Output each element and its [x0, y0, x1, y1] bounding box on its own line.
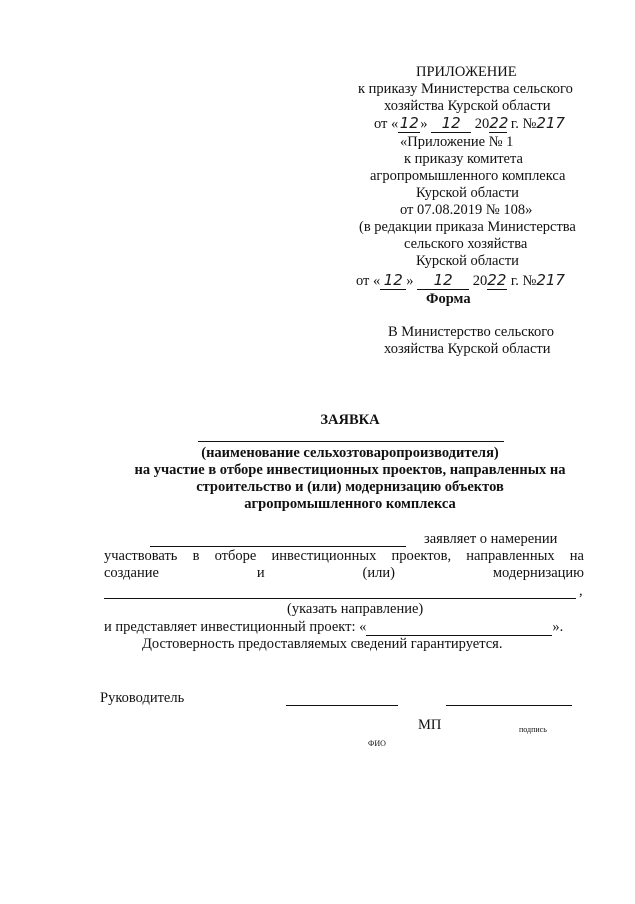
- project-line: [104, 619, 563, 636]
- addressee-line-2: хозяйства Курской области: [384, 341, 551, 357]
- word: проектов,: [391, 548, 452, 564]
- applicant-label: (наименование сельхозтоваропроизводителя): [201, 445, 499, 461]
- direction-fill-line: [104, 598, 576, 599]
- order2-number-handwritten: 217: [536, 271, 565, 289]
- declares-text: заявляет о намерении: [424, 531, 558, 547]
- word: создание: [104, 565, 159, 581]
- signature-line: [286, 705, 398, 706]
- word: модернизацию: [492, 565, 584, 581]
- word: в: [192, 548, 200, 564]
- head-label: Руководитель: [100, 690, 185, 706]
- body-line-2: [104, 548, 584, 565]
- appendix-line-2: хозяйства Курской области: [384, 98, 551, 114]
- app1-line-1: «Приложение № 1: [400, 134, 514, 150]
- addressee-line-1: В Министерство сельского: [388, 324, 555, 340]
- appendix-line-1: к приказу Министерства сельского: [358, 81, 573, 97]
- redaction-line-3: Курской области: [416, 253, 519, 269]
- date-prefix: от «: [374, 116, 399, 132]
- project-name-field: [366, 621, 552, 636]
- date-suffix: г. №: [507, 116, 537, 132]
- word: инвестиционных: [271, 548, 377, 564]
- fio-caption: ФИО: [368, 739, 386, 748]
- date2-year-prefix: 20: [472, 273, 488, 289]
- request-heading: ЗАЯВКА: [320, 412, 380, 428]
- date2-mid: »: [406, 273, 414, 289]
- direction-label: (указать направление): [287, 601, 424, 617]
- date2-year-handwritten: 22: [487, 271, 507, 289]
- date-month-handwritten: 12: [431, 115, 471, 133]
- appendix-title: ПРИЛОЖЕНИЕ: [416, 64, 517, 80]
- project-prefix: и представляет инвестиционный проект: «: [104, 619, 367, 635]
- date2-prefix: от «: [356, 273, 381, 289]
- date2-day-handwritten: 12: [380, 272, 406, 290]
- body-line-3: [104, 565, 584, 582]
- redaction-date-line: [356, 272, 565, 290]
- word: участвовать: [104, 548, 178, 564]
- word: направленных: [466, 548, 555, 564]
- date-mid: »: [420, 116, 428, 132]
- project-suffix: ».: [552, 619, 564, 635]
- date-year-handwritten: 22: [489, 114, 509, 132]
- date2-month-handwritten: 12: [417, 272, 469, 290]
- app1-line-3: агропромышленного комплекса: [370, 168, 566, 184]
- direction-comma: ,: [579, 583, 583, 599]
- fio-line: [446, 705, 572, 706]
- word: (или): [362, 565, 395, 581]
- title-line-2: строительство и (или) модернизацию объектов: [196, 479, 504, 495]
- redaction-line-2: сельского хозяйства: [404, 236, 528, 252]
- date-day-handwritten: 12: [399, 114, 419, 132]
- form-label: Форма: [426, 291, 471, 307]
- word: и: [256, 565, 265, 581]
- date-year-prefix: 20: [474, 116, 490, 132]
- app1-line-5: от 07.08.2019 № 108»: [400, 202, 533, 218]
- date2-suffix: г. №: [507, 273, 537, 289]
- redaction-line-1: (в редакции приказа Министерства: [359, 219, 576, 235]
- signature-caption: подпись: [519, 725, 547, 734]
- title-line-1: на участие в отборе инвестиционных проектов, направленных на: [134, 462, 566, 478]
- title-line-3: агропромышленного комплекса: [244, 496, 456, 512]
- stamp-label: МП: [418, 717, 442, 733]
- appendix-date-line: [374, 115, 565, 133]
- word: на: [569, 548, 584, 564]
- guarantee-text: Достоверность предоставляемых сведений гарантируется.: [142, 636, 503, 652]
- order-number-handwritten: 217: [536, 114, 565, 132]
- word: отборе: [214, 548, 257, 564]
- applicant-name-line: [198, 441, 504, 442]
- applicant-fill-line: [150, 546, 406, 547]
- app1-line-4: Курской области: [416, 185, 519, 201]
- app1-line-2: к приказу комитета: [404, 151, 523, 167]
